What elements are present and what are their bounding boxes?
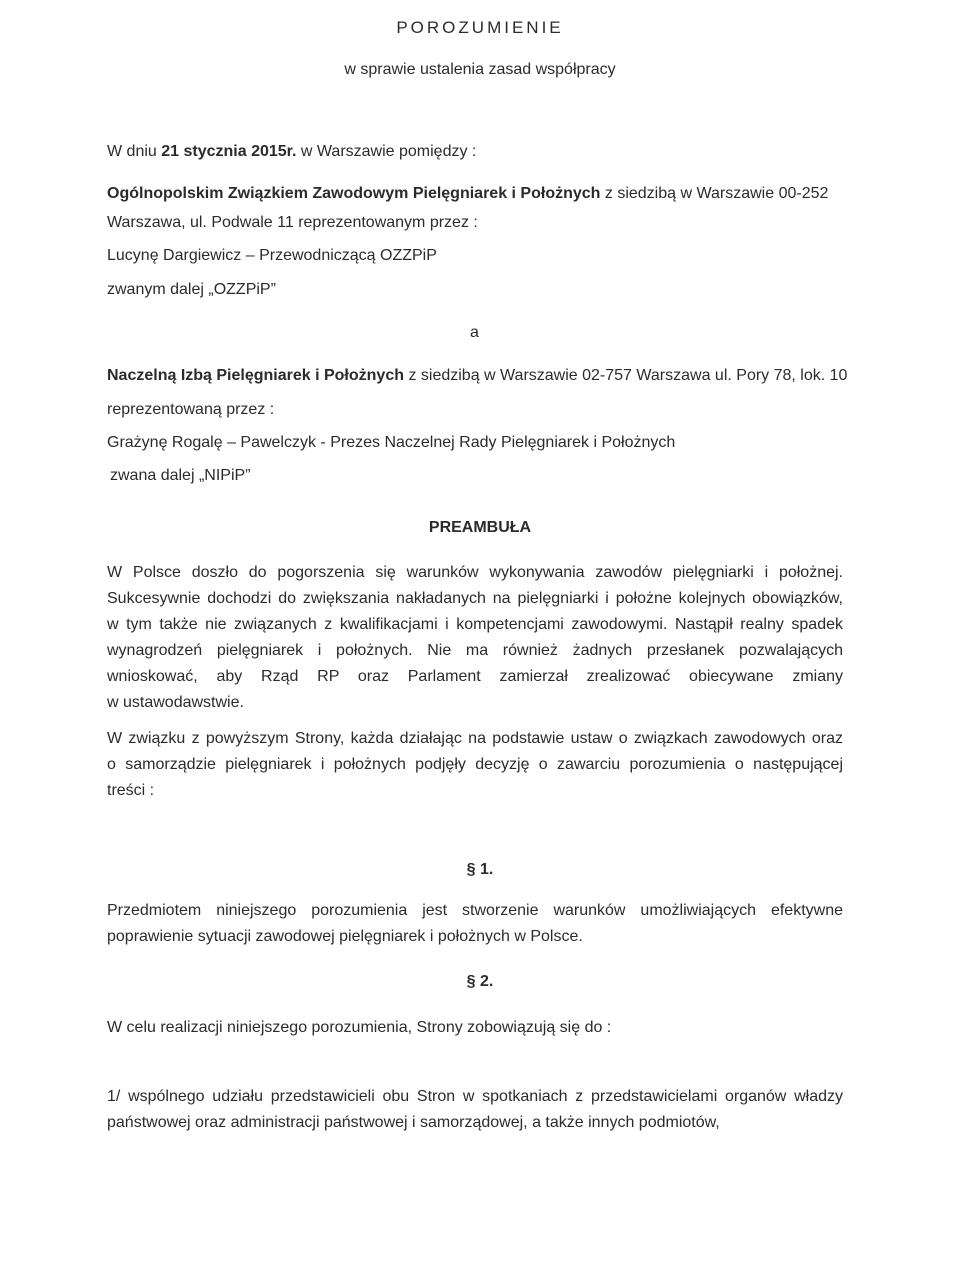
preamble-line: w ustawodawstwie. — [107, 694, 244, 711]
section1-line: poprawienie sytuacji zawodowej pielęgniarek i położnych w Polsce. — [107, 928, 583, 945]
section1-paragraph — [107, 898, 843, 950]
party1-address-2: Warszawa, ul. Podwale 11 reprezentowanym przez : — [107, 214, 478, 231]
party2-address-2: reprezentowaną przez : — [107, 401, 275, 418]
preamble-paragraph-1 — [107, 560, 843, 716]
party2-line — [107, 366, 847, 386]
document-title: POROZUMIENIE — [396, 18, 564, 37]
conjunction: a — [470, 324, 479, 341]
party2-address-1: z siedzibą w Warszawie 02-757 Warszawa ul. Pory 78, lok. 10 — [404, 367, 848, 384]
section2-heading: § 2. — [466, 973, 494, 990]
preamble-line: W Polsce doszło do pogorszenia się warunków wykonywania zawodów pielęgniarki i położnej. — [107, 564, 843, 581]
preamble-line: o samorządzie pielęgniarek i położnych podjęły decyzję o zawarciu porozumienia o następującej — [107, 756, 843, 773]
date-line — [107, 142, 476, 162]
document-subtitle: w sprawie ustalenia zasad współpracy — [344, 61, 616, 78]
agreement-date: 21 stycznia 2015r. — [161, 143, 297, 160]
section2-item-1 — [107, 1084, 843, 1136]
preamble-heading: PREAMBUŁA — [428, 519, 532, 536]
party2-representative: Grażynę Rogalę – Pawelczyk - Prezes Naczelnej Rady Pielęgniarek i Położnych — [107, 434, 676, 451]
preamble-line: wnioskować, aby Rząd RP oraz Parlament zamierzał zrealizować obiecywane zmiany — [107, 668, 843, 685]
party1-name: Ogólnopolskim Związkiem Zawodowym Pielęgniarek i Położnych — [107, 185, 601, 202]
preamble-line: Sukcesywnie dochodzi do zwiększania nakładanych na pielęgniarki i położne kolejnych obowiązków, — [107, 590, 843, 607]
preamble-line: wynagrodzeń pielęgniarek i położnych. Nie ma również żadnych przesłanek pozwalających — [107, 642, 843, 659]
section1-line: Przedmiotem niniejszego porozumienia jest stworzenie warunków umożliwiających efektywne — [107, 902, 843, 919]
party1-address-1: z siedzibą w Warszawie 00-252 — [600, 185, 829, 202]
preamble-line: W związku z powyższym Strony, każda działając na podstawie ustaw o związkach zawodowych oraz — [107, 730, 843, 747]
party1-alias: zwanym dalej „OZZPiP” — [107, 281, 276, 298]
section1-heading: § 1. — [466, 861, 494, 878]
preamble-line: w tym także nie związanych z kwalifikacjami i kompetencjami zawodowymi. Nastąpił realny spadek — [107, 616, 843, 633]
date-suffix: w Warszawie pomiędzy : — [296, 143, 477, 160]
section2-intro: W celu realizacji niniejszego porozumienia, Strony zobowiązują się do : — [107, 1019, 612, 1036]
section2-item-line: państwowej oraz administracji państwowej i samorządowej, a także innych podmiotów, — [107, 1114, 720, 1131]
section2-item-line: 1/ wspólnego udziału przedstawicieli obu Stron w spotkaniach z przedstawicielami organów władzy — [107, 1088, 843, 1105]
party1-line — [107, 184, 843, 204]
date-prefix: W dniu — [107, 143, 162, 160]
party2-name: Naczelną Izbą Pielęgniarek i Położnych — [107, 367, 404, 384]
party1-representative: Lucynę Dargiewicz – Przewodniczącą OZZPiP — [107, 247, 437, 264]
preamble-line: treści : — [107, 782, 155, 799]
party2-alias: zwana dalej „NIPiP” — [110, 467, 251, 484]
preamble-paragraph-2 — [107, 726, 843, 804]
